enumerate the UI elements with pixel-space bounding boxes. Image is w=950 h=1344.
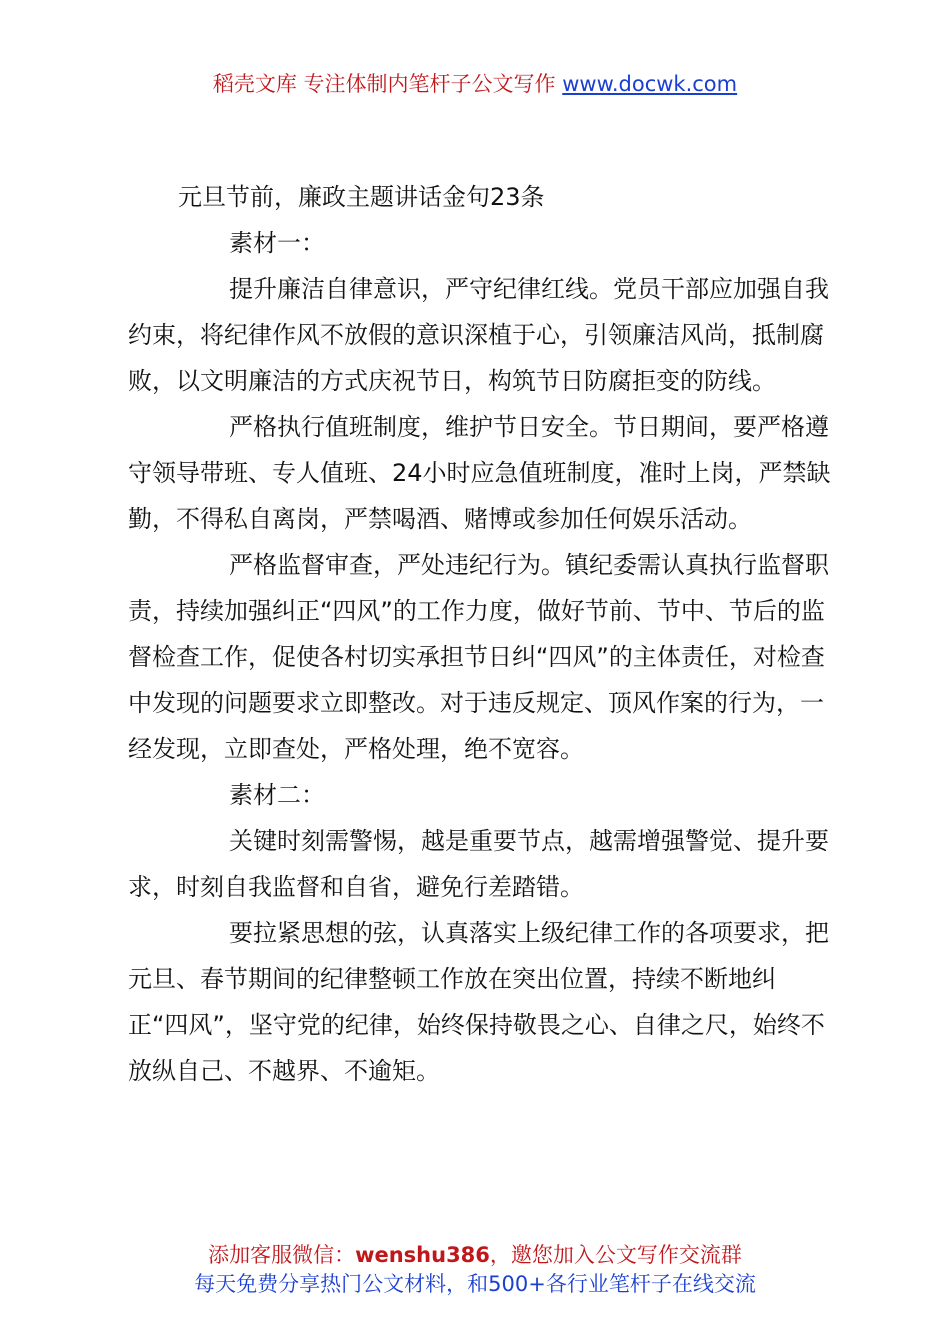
section2-label: 素材二： xyxy=(229,781,325,809)
document-body xyxy=(128,174,833,1094)
section1-label: 素材一： xyxy=(229,229,325,257)
page-header xyxy=(0,68,950,100)
wechat-id: wenshu386 xyxy=(355,1243,490,1267)
header-url-link[interactable]: www.docwk.com xyxy=(562,72,738,96)
footer-promo-line: 每天免费分享热门公文材料，和500+各行业笔杆子在线交流 xyxy=(194,1272,756,1296)
header-brand: 稻壳文库 专注体制内笔杆子公文写作 xyxy=(212,72,556,96)
paragraph: 关键时刻需警惕，越是重要节点，越需增强警觉、提升要求，时刻自我监督和自省，避免行差踏错。 xyxy=(128,827,829,901)
footer-contact-line xyxy=(0,1241,950,1269)
footer-suffix: ，邀您加入公文写作交流群 xyxy=(489,1243,742,1267)
paragraph: 严格执行值班制度，维护节日安全。节日期间，要严格遵守领导带班、专人值班、24小时应急值班制度，准时上岗，严禁缺勤，不得私自离岗，严禁喝酒、赌博或参加任何娱乐活动。 xyxy=(128,413,831,533)
document-title: 元旦节前，廉政主题讲话金句23条 xyxy=(178,183,545,211)
paragraph: 严格监督审查，严处违纪行为。镇纪委需认真执行监督职责，持续加强纠正“四风”的工作力度，做好节前、节中、节后的监督检查工作，促使各村切实承担节日纠“四风”的主体责任，对检查中发现的问题要求立即整改。对于违反规定、顶风作案的行为，一经发现，立即查处，严格处理，绝不宽容。 xyxy=(128,551,829,763)
paragraph: 提升廉洁自律意识，严守纪律红线。党员干部应加强自我约束，将纪律作风不放假的意识深植于心，引领廉洁风尚，抵制腐败，以文明廉洁的方式庆祝节日，构筑节日防腐拒变的防线。 xyxy=(128,275,829,395)
paragraph: 要拉紧思想的弦，认真落实上级纪律工作的各项要求，把元旦、春节期间的纪律整顿工作放在突出位置，持续不断地纠正“四风”，坚守党的纪律，始终保持敬畏之心、自律之尺，始终不放纵自己、不越界、不逾矩。 xyxy=(128,919,829,1085)
footer-prefix: 添加客服微信： xyxy=(208,1243,356,1267)
